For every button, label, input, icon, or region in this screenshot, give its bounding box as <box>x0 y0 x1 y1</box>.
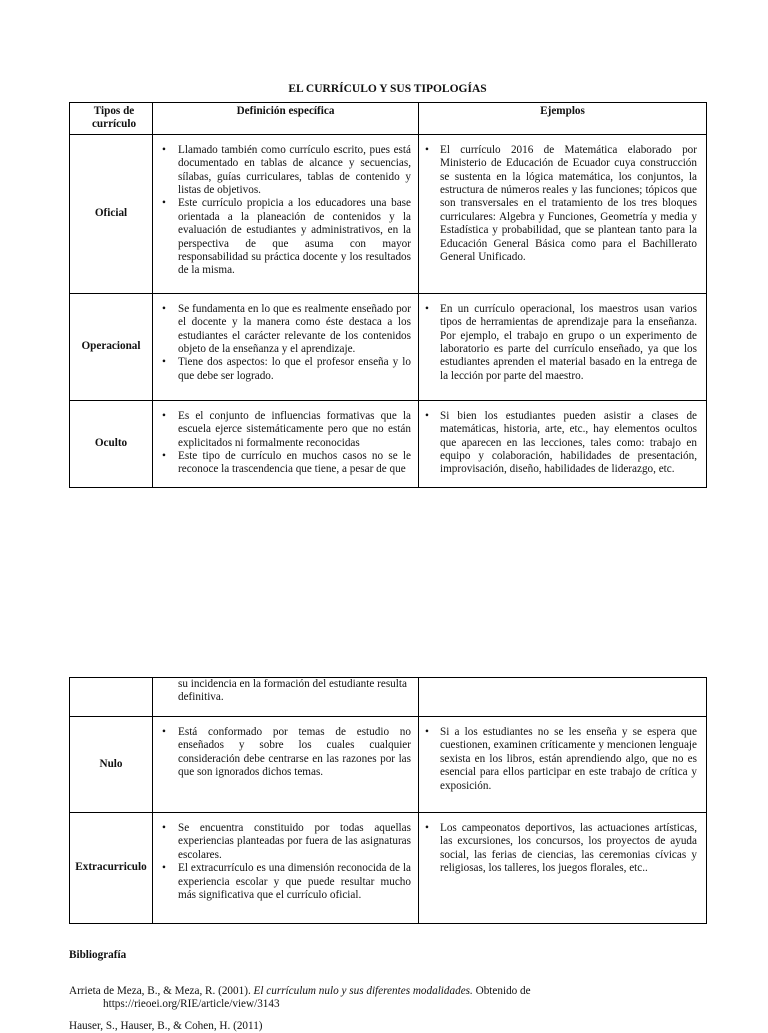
continuation-definition-cell <box>153 678 419 717</box>
definition-cell <box>153 400 419 487</box>
examples-cell <box>419 813 707 924</box>
examples-list <box>425 144 697 265</box>
bibliography-reference-partial: Hauser, S., Hauser, B., & Cohen, H. (2011) <box>69 1020 263 1032</box>
bibliography-reference <box>69 985 706 1012</box>
table-row <box>70 293 707 400</box>
definition-list <box>162 303 411 383</box>
table-row <box>70 717 707 813</box>
examples-list <box>425 726 697 793</box>
curriculum-table-continued <box>69 677 707 924</box>
example-item: • En un currículo operacional, los maestros usan varios tipos de herramientas de aprendizaje para la enseñanza. Por ejemplo, el trabajo en grupo o un experimento de laboratorio es parte del currículo enseñado, ya que los estudiantes aprenden el material basado en la entrega de la lección por parte del maestro. <box>425 303 697 383</box>
table-header-row <box>70 103 707 135</box>
header-definition: Definición específica <box>153 103 419 135</box>
definition-list <box>162 144 411 278</box>
document-title: EL CURRÍCULO Y SUS TIPOLOGÍAS <box>288 83 487 95</box>
definition-cell <box>153 134 419 293</box>
definition-item: • Este currículo propicia a los educadores una base orientada a la planeación de contenidos y la evaluación de estudiantes y administrativos, en la perspectiva de que asuma con mayor responsabilidad su práctica docente y los resultados de la misma. <box>162 197 411 277</box>
definition-cell <box>153 717 419 813</box>
ref-url[interactable]: https://rieoei.org/RIE/article/view/3143 <box>103 998 280 1011</box>
definition-cell <box>153 293 419 400</box>
curriculum-type-cell: Oculto <box>70 400 153 487</box>
examples-list <box>425 410 697 477</box>
curriculum-type-cell: Nulo <box>70 717 153 813</box>
curriculum-type-cell: Extracurriculo <box>70 813 153 924</box>
definition-list <box>162 822 411 902</box>
example-item: • El currículo 2016 de Matemática elaborado por Ministerio de Educación de Ecuador cuya construcción se sustenta en la lógica matemática, los conjuntos, la estructura de números reales y las funciones; tópicos que son transversales en el tratamiento de los tres bloques curriculares: Algebra y Funciones, Geometría y media y Estadística y probabilidad, que se plantean tanto para la Educación General Básica como para el Bachillerato General Unificado. <box>425 144 697 265</box>
example-item: • Los campeonatos deportivos, las actuaciones artísticas, las excursiones, los concursos, los proyectos de ayuda social, las ferias de ciencias, las ceremonias cívicas y religiosas, los talleres, los juegos florales, etc.. <box>425 822 697 876</box>
table-row <box>70 134 707 293</box>
examples-list <box>425 822 697 876</box>
ref-obtained: Obtenido de <box>472 985 531 997</box>
definition-item: • Está conformado por temas de estudio no enseñados y sobre los cuales cualquier consideración debe centrarse en las razones por las que son ignorados dichos temas. <box>162 726 411 780</box>
examples-cell <box>419 293 707 400</box>
definition-item: • Se encuentra constituido por todas aquellas experiencias planteadas por fuera de las asignaturas escolares. <box>162 822 411 862</box>
header-type: Tipos de currículo <box>70 103 153 135</box>
definition-item: • Este tipo de currículo en muchos casos no se le reconoce la trascendencia que tiene, a pesar de que <box>162 450 411 477</box>
definition-cell <box>153 813 419 924</box>
examples-cell <box>419 717 707 813</box>
continuation-text: su incidencia en la formación del estudiante resulta definitiva. <box>178 678 407 704</box>
definition-item: • Tiene dos aspectos: lo que el profesor enseña y lo que debe ser logrado. <box>162 356 411 383</box>
header-examples: Ejemplos <box>419 103 707 135</box>
examples-list <box>425 303 697 383</box>
curriculum-table <box>69 102 707 488</box>
continuation-type-cell <box>70 678 153 717</box>
continuation-examples-cell <box>419 678 707 717</box>
example-item: • Si bien los estudiantes pueden asistir a clases de matemáticas, historia, arte, etc., hay elementos ocultos que aparecen en las lecciones, tales como: trabajo en equipo y colaboración, habilidades de presentación, improvisación, diseño, habilidades de liderazgo, etc. <box>425 410 697 477</box>
table-row-continuation <box>70 678 707 717</box>
definition-list <box>162 726 411 780</box>
definition-item: • El extracurrículo es una dimensión reconocida de la experiencia escolar y que puede resultar mucho más significativa que el currículo oficial. <box>162 862 411 902</box>
curriculum-type-cell: Operacional <box>70 293 153 400</box>
ref-title: El currículum nulo y sus diferentes modalidades. <box>253 985 473 997</box>
examples-cell <box>419 134 707 293</box>
curriculum-type-cell: Oficial <box>70 134 153 293</box>
example-item: • Si a los estudiantes no se les enseña y se espera que cuestionen, examinen críticamente y mencionen lenguaje sexista en los libros, están aprendiendo algo, que no es esencial para ellos participar en este trabajo de crítica y exposición. <box>425 726 697 793</box>
definition-item: • Llamado también como currículo escrito, pues está documentado en tablas de alcance y secuencias, sílabas, guías curriculares, tablas de contenido y listas de objetivos. <box>162 144 411 198</box>
table-row <box>70 813 707 924</box>
bibliography-heading: Bibliografía <box>69 949 127 961</box>
ref-authors: Arrieta de Meza, B., & Meza, R. (2001). <box>69 985 254 997</box>
definition-item: • Se fundamenta en lo que es realmente enseñado por el docente y la manera como éste destaca a los estudiantes el carácter relevante de los contenidos objeto de la enseñanza y el aprendizaje. <box>162 303 411 357</box>
definition-item: • Es el conjunto de influencias formativas que la escuela ejerce sistemáticamente pero que no están explicitados ni formalmente reconocidas <box>162 410 411 450</box>
examples-cell <box>419 400 707 487</box>
table-row <box>70 400 707 487</box>
definition-list <box>162 410 411 477</box>
